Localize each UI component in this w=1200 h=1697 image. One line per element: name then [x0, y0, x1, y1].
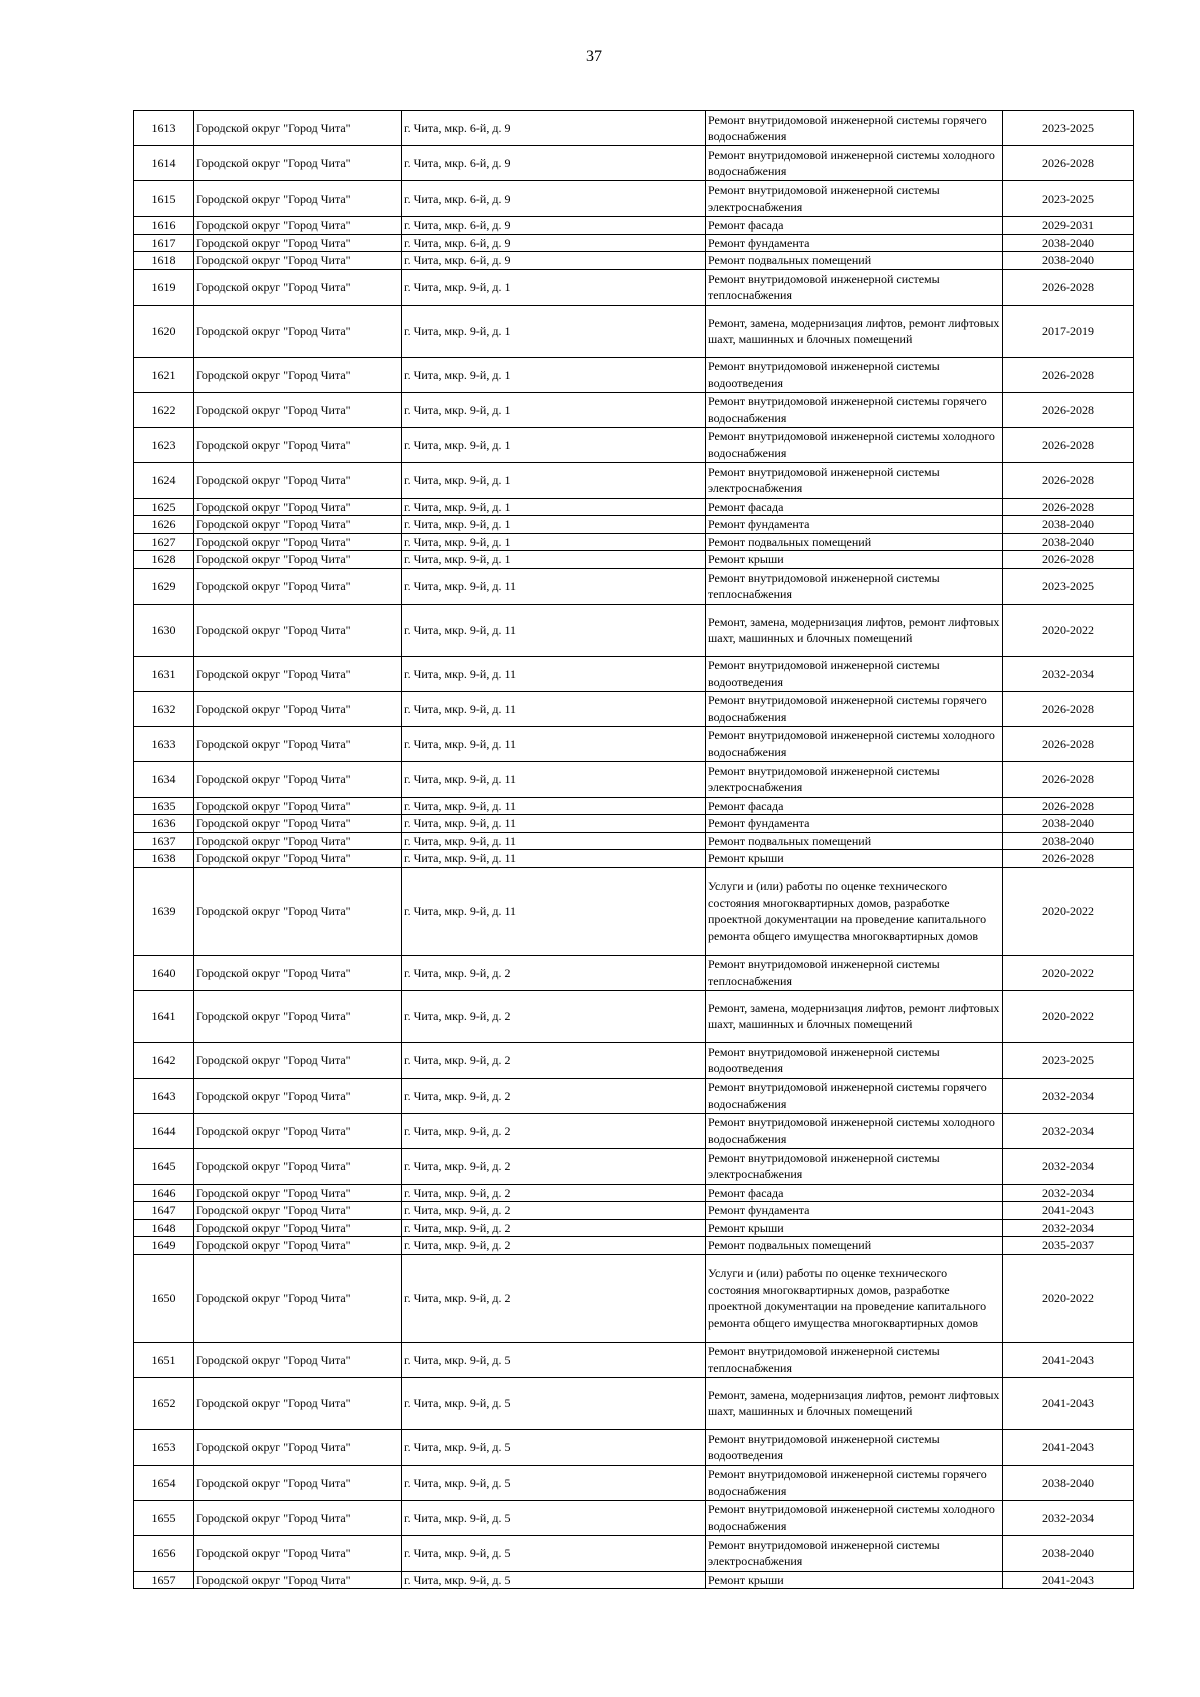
work-type-cell: Ремонт внутридомовой инженерной системы горячего водоснабжения: [706, 1465, 1003, 1500]
row-number-cell: 1656: [134, 1535, 194, 1571]
work-type-cell: Ремонт внутридомовой инженерной системы горячего водоснабжения: [706, 1078, 1003, 1113]
address-cell: г. Чита, мкр. 9-й, д. 2: [402, 1078, 706, 1113]
work-type-cell: Ремонт, замена, модернизация лифтов, ремонт лифтовых шахт, машинных и блочных помещений: [706, 305, 1003, 357]
work-type-cell: Ремонт фасада: [706, 797, 1003, 815]
period-cell: 2032-2034: [1003, 1148, 1134, 1184]
period-cell: 2020-2022: [1003, 955, 1134, 990]
address-cell: г. Чита, мкр. 6-й, д. 9: [402, 234, 706, 252]
work-type-cell: Услуги и (или) работы по оценке технического состояния многоквартирных домов, разработке проектной документации на проведение капитального ремонта общего имущества многоквартирных домов: [706, 867, 1003, 955]
row-number-cell: 1628: [134, 551, 194, 569]
row-number-cell: 1639: [134, 867, 194, 955]
period-cell: 2038-2040: [1003, 1465, 1134, 1500]
address-cell: г. Чита, мкр. 9-й, д. 11: [402, 761, 706, 797]
row-number-cell: 1626: [134, 516, 194, 534]
municipality-cell: Городской округ "Город Чита": [194, 305, 402, 357]
municipality-cell: Городской округ "Город Чита": [194, 656, 402, 691]
row-number-cell: 1652: [134, 1377, 194, 1429]
municipality-cell: Городской округ "Город Чита": [194, 516, 402, 534]
period-cell: 2029-2031: [1003, 217, 1134, 235]
period-cell: 2020-2022: [1003, 990, 1134, 1042]
municipality-cell: Городской округ "Город Чита": [194, 1078, 402, 1113]
period-cell: 2041-2043: [1003, 1571, 1134, 1589]
period-cell: 2032-2034: [1003, 1113, 1134, 1148]
work-type-cell: Ремонт крыши: [706, 1219, 1003, 1237]
period-cell: 2023-2025: [1003, 181, 1134, 217]
table-body: [134, 111, 1134, 1589]
row-number-cell: 1629: [134, 568, 194, 604]
municipality-cell: Городской округ "Город Чита": [194, 357, 402, 392]
work-type-cell: Ремонт внутридомовой инженерной системы теплоснабжения: [706, 568, 1003, 604]
repair-schedule-table: [133, 110, 1134, 1589]
row-number-cell: 1625: [134, 498, 194, 516]
work-type-cell: Ремонт подвальных помещений: [706, 533, 1003, 551]
work-type-cell: Ремонт фундамента: [706, 815, 1003, 833]
work-type-cell: Ремонт, замена, модернизация лифтов, ремонт лифтовых шахт, машинных и блочных помещений: [706, 1377, 1003, 1429]
table-row: [134, 797, 1134, 815]
table-row: [134, 146, 1134, 181]
work-type-cell: Ремонт фундамента: [706, 1202, 1003, 1220]
address-cell: г. Чита, мкр. 9-й, д. 1: [402, 498, 706, 516]
address-cell: г. Чита, мкр. 9-й, д. 11: [402, 815, 706, 833]
municipality-cell: Городской округ "Город Чита": [194, 533, 402, 551]
period-cell: 2038-2040: [1003, 832, 1134, 850]
row-number-cell: 1657: [134, 1571, 194, 1589]
period-cell: 2041-2043: [1003, 1429, 1134, 1465]
row-number-cell: 1654: [134, 1465, 194, 1500]
table-row: [134, 1571, 1134, 1589]
address-cell: г. Чита, мкр. 9-й, д. 11: [402, 568, 706, 604]
row-number-cell: 1632: [134, 691, 194, 726]
municipality-cell: Городской округ "Город Чита": [194, 832, 402, 850]
address-cell: г. Чита, мкр. 6-й, д. 9: [402, 111, 706, 146]
table-row: [134, 551, 1134, 569]
address-cell: г. Чита, мкр. 9-й, д. 5: [402, 1377, 706, 1429]
work-type-cell: Ремонт внутридомовой инженерной системы электроснабжения: [706, 1535, 1003, 1571]
work-type-cell: Ремонт, замена, модернизация лифтов, ремонт лифтовых шахт, машинных и блочных помещений: [706, 604, 1003, 656]
municipality-cell: Городской округ "Город Чита": [194, 1237, 402, 1255]
period-cell: 2032-2034: [1003, 1500, 1134, 1535]
period-cell: 2038-2040: [1003, 815, 1134, 833]
address-cell: г. Чита, мкр. 9-й, д. 2: [402, 1184, 706, 1202]
municipality-cell: Городской округ "Город Чита": [194, 392, 402, 427]
table-row: [134, 269, 1134, 305]
table-row: [134, 691, 1134, 726]
table-row: [134, 604, 1134, 656]
table-row: [134, 1113, 1134, 1148]
page-number: 37: [586, 48, 602, 65]
period-cell: 2041-2043: [1003, 1202, 1134, 1220]
row-number-cell: 1616: [134, 217, 194, 235]
table-row: [134, 1148, 1134, 1184]
table-row: [134, 726, 1134, 761]
period-cell: 2020-2022: [1003, 1254, 1134, 1342]
row-number-cell: 1651: [134, 1342, 194, 1377]
row-number-cell: 1621: [134, 357, 194, 392]
address-cell: г. Чита, мкр. 9-й, д. 11: [402, 604, 706, 656]
address-cell: г. Чита, мкр. 9-й, д. 2: [402, 955, 706, 990]
row-number-cell: 1638: [134, 850, 194, 868]
table-row: [134, 656, 1134, 691]
row-number-cell: 1613: [134, 111, 194, 146]
address-cell: г. Чита, мкр. 9-й, д. 11: [402, 691, 706, 726]
municipality-cell: Городской округ "Город Чита": [194, 867, 402, 955]
row-number-cell: 1637: [134, 832, 194, 850]
row-number-cell: 1642: [134, 1042, 194, 1078]
municipality-cell: Городской округ "Город Чита": [194, 1500, 402, 1535]
municipality-cell: Городской округ "Город Чита": [194, 1571, 402, 1589]
address-cell: г. Чита, мкр. 9-й, д. 2: [402, 1219, 706, 1237]
period-cell: 2038-2040: [1003, 1535, 1134, 1571]
municipality-cell: Городской округ "Город Чита": [194, 427, 402, 462]
period-cell: 2041-2043: [1003, 1342, 1134, 1377]
municipality-cell: Городской округ "Город Чита": [194, 604, 402, 656]
work-type-cell: Ремонт фундамента: [706, 234, 1003, 252]
table-row: [134, 1202, 1134, 1220]
municipality-cell: Городской округ "Город Чита": [194, 797, 402, 815]
table-row: [134, 1254, 1134, 1342]
table-row: [134, 498, 1134, 516]
address-cell: г. Чита, мкр. 9-й, д. 1: [402, 516, 706, 534]
municipality-cell: Городской округ "Город Чита": [194, 850, 402, 868]
table-row: [134, 181, 1134, 217]
row-number-cell: 1617: [134, 234, 194, 252]
municipality-cell: Городской округ "Город Чита": [194, 1202, 402, 1220]
work-type-cell: Ремонт внутридомовой инженерной системы теплоснабжения: [706, 269, 1003, 305]
address-cell: г. Чита, мкр. 9-й, д. 1: [402, 551, 706, 569]
address-cell: г. Чита, мкр. 9-й, д. 2: [402, 1042, 706, 1078]
period-cell: 2035-2037: [1003, 1237, 1134, 1255]
work-type-cell: Ремонт фундамента: [706, 516, 1003, 534]
row-number-cell: 1635: [134, 797, 194, 815]
address-cell: г. Чита, мкр. 9-й, д. 5: [402, 1429, 706, 1465]
municipality-cell: Городской округ "Город Чита": [194, 269, 402, 305]
address-cell: г. Чита, мкр. 9-й, д. 5: [402, 1500, 706, 1535]
work-type-cell: Услуги и (или) работы по оценке технического состояния многоквартирных домов, разработке проектной документации на проведение капитального ремонта общего имущества многоквартирных домов: [706, 1254, 1003, 1342]
work-type-cell: Ремонт внутридомовой инженерной системы электроснабжения: [706, 761, 1003, 797]
period-cell: 2026-2028: [1003, 146, 1134, 181]
table-row: [134, 533, 1134, 551]
municipality-cell: Городской округ "Город Чита": [194, 1113, 402, 1148]
row-number-cell: 1615: [134, 181, 194, 217]
work-type-cell: Ремонт крыши: [706, 850, 1003, 868]
table-row: [134, 427, 1134, 462]
table-row: [134, 1429, 1134, 1465]
period-cell: 2026-2028: [1003, 850, 1134, 868]
period-cell: 2017-2019: [1003, 305, 1134, 357]
address-cell: г. Чита, мкр. 9-й, д. 11: [402, 797, 706, 815]
table-row: [134, 217, 1134, 235]
row-number-cell: 1620: [134, 305, 194, 357]
table-row: [134, 1377, 1134, 1429]
row-number-cell: 1619: [134, 269, 194, 305]
address-cell: г. Чита, мкр. 9-й, д. 1: [402, 305, 706, 357]
work-type-cell: Ремонт внутридомовой инженерной системы холодного водоснабжения: [706, 146, 1003, 181]
municipality-cell: Городской округ "Город Чита": [194, 1342, 402, 1377]
work-type-cell: Ремонт внутридомовой инженерной системы холодного водоснабжения: [706, 427, 1003, 462]
municipality-cell: Городской округ "Город Чита": [194, 1377, 402, 1429]
row-number-cell: 1634: [134, 761, 194, 797]
work-type-cell: Ремонт подвальных помещений: [706, 832, 1003, 850]
work-type-cell: Ремонт внутридомовой инженерной системы водоотведения: [706, 1042, 1003, 1078]
municipality-cell: Городской округ "Город Чита": [194, 146, 402, 181]
row-number-cell: 1631: [134, 656, 194, 691]
municipality-cell: Городской округ "Город Чита": [194, 498, 402, 516]
row-number-cell: 1643: [134, 1078, 194, 1113]
table-row: [134, 1237, 1134, 1255]
work-type-cell: Ремонт внутридомовой инженерной системы водоотведения: [706, 357, 1003, 392]
address-cell: г. Чита, мкр. 9-й, д. 1: [402, 427, 706, 462]
row-number-cell: 1614: [134, 146, 194, 181]
period-cell: 2020-2022: [1003, 604, 1134, 656]
table-row: [134, 252, 1134, 270]
municipality-cell: Городской округ "Город Чита": [194, 1184, 402, 1202]
municipality-cell: Городской округ "Город Чита": [194, 1148, 402, 1184]
work-type-cell: Ремонт внутридомовой инженерной системы холодного водоснабжения: [706, 726, 1003, 761]
work-type-cell: Ремонт, замена, модернизация лифтов, ремонт лифтовых шахт, машинных и блочных помещений: [706, 990, 1003, 1042]
municipality-cell: Городской округ "Город Чита": [194, 568, 402, 604]
table-row: [134, 1078, 1134, 1113]
work-type-cell: Ремонт внутридомовой инженерной системы электроснабжения: [706, 462, 1003, 498]
row-number-cell: 1645: [134, 1148, 194, 1184]
municipality-cell: Городской округ "Город Чита": [194, 1429, 402, 1465]
address-cell: г. Чита, мкр. 9-й, д. 5: [402, 1571, 706, 1589]
address-cell: г. Чита, мкр. 9-й, д. 1: [402, 533, 706, 551]
municipality-cell: Городской округ "Город Чита": [194, 815, 402, 833]
period-cell: 2041-2043: [1003, 1377, 1134, 1429]
address-cell: г. Чита, мкр. 9-й, д. 2: [402, 1113, 706, 1148]
table-row: [134, 111, 1134, 146]
table-row: [134, 832, 1134, 850]
table-row: [134, 850, 1134, 868]
address-cell: г. Чита, мкр. 9-й, д. 5: [402, 1342, 706, 1377]
address-cell: г. Чита, мкр. 9-й, д. 5: [402, 1465, 706, 1500]
address-cell: г. Чита, мкр. 9-й, д. 1: [402, 357, 706, 392]
period-cell: 2026-2028: [1003, 761, 1134, 797]
address-cell: г. Чита, мкр. 6-й, д. 9: [402, 181, 706, 217]
row-number-cell: 1649: [134, 1237, 194, 1255]
table-row: [134, 1465, 1134, 1500]
work-type-cell: Ремонт внутридомовой инженерной системы электроснабжения: [706, 1148, 1003, 1184]
municipality-cell: Городской округ "Город Чита": [194, 551, 402, 569]
period-cell: 2026-2028: [1003, 427, 1134, 462]
municipality-cell: Городской округ "Город Чита": [194, 252, 402, 270]
work-type-cell: Ремонт внутридомовой инженерной системы холодного водоснабжения: [706, 1113, 1003, 1148]
municipality-cell: Городской округ "Город Чита": [194, 691, 402, 726]
row-number-cell: 1640: [134, 955, 194, 990]
work-type-cell: Ремонт внутридомовой инженерной системы горячего водоснабжения: [706, 392, 1003, 427]
table-row: [134, 392, 1134, 427]
work-type-cell: Ремонт крыши: [706, 551, 1003, 569]
period-cell: 2023-2025: [1003, 568, 1134, 604]
municipality-cell: Городской округ "Город Чита": [194, 761, 402, 797]
address-cell: г. Чита, мкр. 9-й, д. 2: [402, 990, 706, 1042]
work-type-cell: Ремонт внутридомовой инженерной системы горячего водоснабжения: [706, 691, 1003, 726]
work-type-cell: Ремонт внутридомовой инженерной системы теплоснабжения: [706, 955, 1003, 990]
period-cell: 2026-2028: [1003, 269, 1134, 305]
period-cell: 2026-2028: [1003, 498, 1134, 516]
work-type-cell: Ремонт внутридомовой инженерной системы электроснабжения: [706, 181, 1003, 217]
table-row: [134, 568, 1134, 604]
municipality-cell: Городской округ "Город Чита": [194, 955, 402, 990]
row-number-cell: 1646: [134, 1184, 194, 1202]
municipality-cell: Городской округ "Город Чита": [194, 990, 402, 1042]
row-number-cell: 1623: [134, 427, 194, 462]
work-type-cell: Ремонт подвальных помещений: [706, 252, 1003, 270]
address-cell: г. Чита, мкр. 9-й, д. 11: [402, 832, 706, 850]
address-cell: г. Чита, мкр. 9-й, д. 2: [402, 1237, 706, 1255]
address-cell: г. Чита, мкр. 9-й, д. 1: [402, 462, 706, 498]
work-type-cell: Ремонт фасада: [706, 217, 1003, 235]
address-cell: г. Чита, мкр. 9-й, д. 2: [402, 1148, 706, 1184]
period-cell: 2026-2028: [1003, 551, 1134, 569]
table-row: [134, 990, 1134, 1042]
row-number-cell: 1624: [134, 462, 194, 498]
period-cell: 2023-2025: [1003, 1042, 1134, 1078]
address-cell: г. Чита, мкр. 9-й, д. 1: [402, 392, 706, 427]
address-cell: г. Чита, мкр. 9-й, д. 5: [402, 1535, 706, 1571]
municipality-cell: Городской округ "Город Чита": [194, 1465, 402, 1500]
row-number-cell: 1636: [134, 815, 194, 833]
table-row: [134, 462, 1134, 498]
period-cell: 2038-2040: [1003, 533, 1134, 551]
period-cell: 2026-2028: [1003, 726, 1134, 761]
table-row: [134, 1535, 1134, 1571]
row-number-cell: 1655: [134, 1500, 194, 1535]
row-number-cell: 1650: [134, 1254, 194, 1342]
municipality-cell: Городской округ "Город Чита": [194, 111, 402, 146]
row-number-cell: 1618: [134, 252, 194, 270]
period-cell: 2038-2040: [1003, 234, 1134, 252]
table-row: [134, 234, 1134, 252]
work-type-cell: Ремонт внутридомовой инженерной системы холодного водоснабжения: [706, 1500, 1003, 1535]
row-number-cell: 1641: [134, 990, 194, 1042]
table-row: [134, 357, 1134, 392]
municipality-cell: Городской округ "Город Чита": [194, 1254, 402, 1342]
address-cell: г. Чита, мкр. 9-й, д. 2: [402, 1254, 706, 1342]
table-row: [134, 955, 1134, 990]
table-row: [134, 815, 1134, 833]
address-cell: г. Чита, мкр. 9-й, д. 11: [402, 867, 706, 955]
row-number-cell: 1630: [134, 604, 194, 656]
period-cell: 2032-2034: [1003, 1219, 1134, 1237]
municipality-cell: Городской округ "Город Чита": [194, 1535, 402, 1571]
address-cell: г. Чита, мкр. 9-й, д. 11: [402, 656, 706, 691]
table-row: [134, 761, 1134, 797]
period-cell: 2032-2034: [1003, 1184, 1134, 1202]
row-number-cell: 1647: [134, 1202, 194, 1220]
period-cell: 2032-2034: [1003, 656, 1134, 691]
table-row: [134, 1342, 1134, 1377]
address-cell: г. Чита, мкр. 6-й, д. 9: [402, 217, 706, 235]
address-cell: г. Чита, мкр. 9-й, д. 11: [402, 726, 706, 761]
row-number-cell: 1633: [134, 726, 194, 761]
address-cell: г. Чита, мкр. 9-й, д. 2: [402, 1202, 706, 1220]
work-type-cell: Ремонт подвальных помещений: [706, 1237, 1003, 1255]
municipality-cell: Городской округ "Город Чита": [194, 462, 402, 498]
row-number-cell: 1622: [134, 392, 194, 427]
work-type-cell: Ремонт фасада: [706, 1184, 1003, 1202]
table-row: [134, 1042, 1134, 1078]
row-number-cell: 1644: [134, 1113, 194, 1148]
row-number-cell: 1627: [134, 533, 194, 551]
table-row: [134, 867, 1134, 955]
address-cell: г. Чита, мкр. 9-й, д. 1: [402, 269, 706, 305]
municipality-cell: Городской округ "Город Чита": [194, 181, 402, 217]
row-number-cell: 1653: [134, 1429, 194, 1465]
address-cell: г. Чита, мкр. 9-й, д. 11: [402, 850, 706, 868]
municipality-cell: Городской округ "Город Чита": [194, 217, 402, 235]
period-cell: 2023-2025: [1003, 111, 1134, 146]
table-row: [134, 1219, 1134, 1237]
period-cell: 2038-2040: [1003, 252, 1134, 270]
municipality-cell: Городской округ "Город Чита": [194, 1219, 402, 1237]
work-type-cell: Ремонт внутридомовой инженерной системы теплоснабжения: [706, 1342, 1003, 1377]
municipality-cell: Городской округ "Город Чита": [194, 234, 402, 252]
period-cell: 2026-2028: [1003, 797, 1134, 815]
work-type-cell: Ремонт внутридомовой инженерной системы водоотведения: [706, 1429, 1003, 1465]
period-cell: 2038-2040: [1003, 516, 1134, 534]
municipality-cell: Городской округ "Город Чита": [194, 1042, 402, 1078]
work-type-cell: Ремонт фасада: [706, 498, 1003, 516]
table-row: [134, 305, 1134, 357]
work-type-cell: Ремонт крыши: [706, 1571, 1003, 1589]
address-cell: г. Чита, мкр. 6-й, д. 9: [402, 146, 706, 181]
period-cell: 2032-2034: [1003, 1078, 1134, 1113]
row-number-cell: 1648: [134, 1219, 194, 1237]
period-cell: 2026-2028: [1003, 392, 1134, 427]
period-cell: 2020-2022: [1003, 867, 1134, 955]
municipality-cell: Городской округ "Город Чита": [194, 726, 402, 761]
work-type-cell: Ремонт внутридомовой инженерной системы водоотведения: [706, 656, 1003, 691]
period-cell: 2026-2028: [1003, 357, 1134, 392]
table-row: [134, 516, 1134, 534]
work-type-cell: Ремонт внутридомовой инженерной системы горячего водоснабжения: [706, 111, 1003, 146]
table-row: [134, 1184, 1134, 1202]
period-cell: 2026-2028: [1003, 462, 1134, 498]
address-cell: г. Чита, мкр. 6-й, д. 9: [402, 252, 706, 270]
period-cell: 2026-2028: [1003, 691, 1134, 726]
table-row: [134, 1500, 1134, 1535]
